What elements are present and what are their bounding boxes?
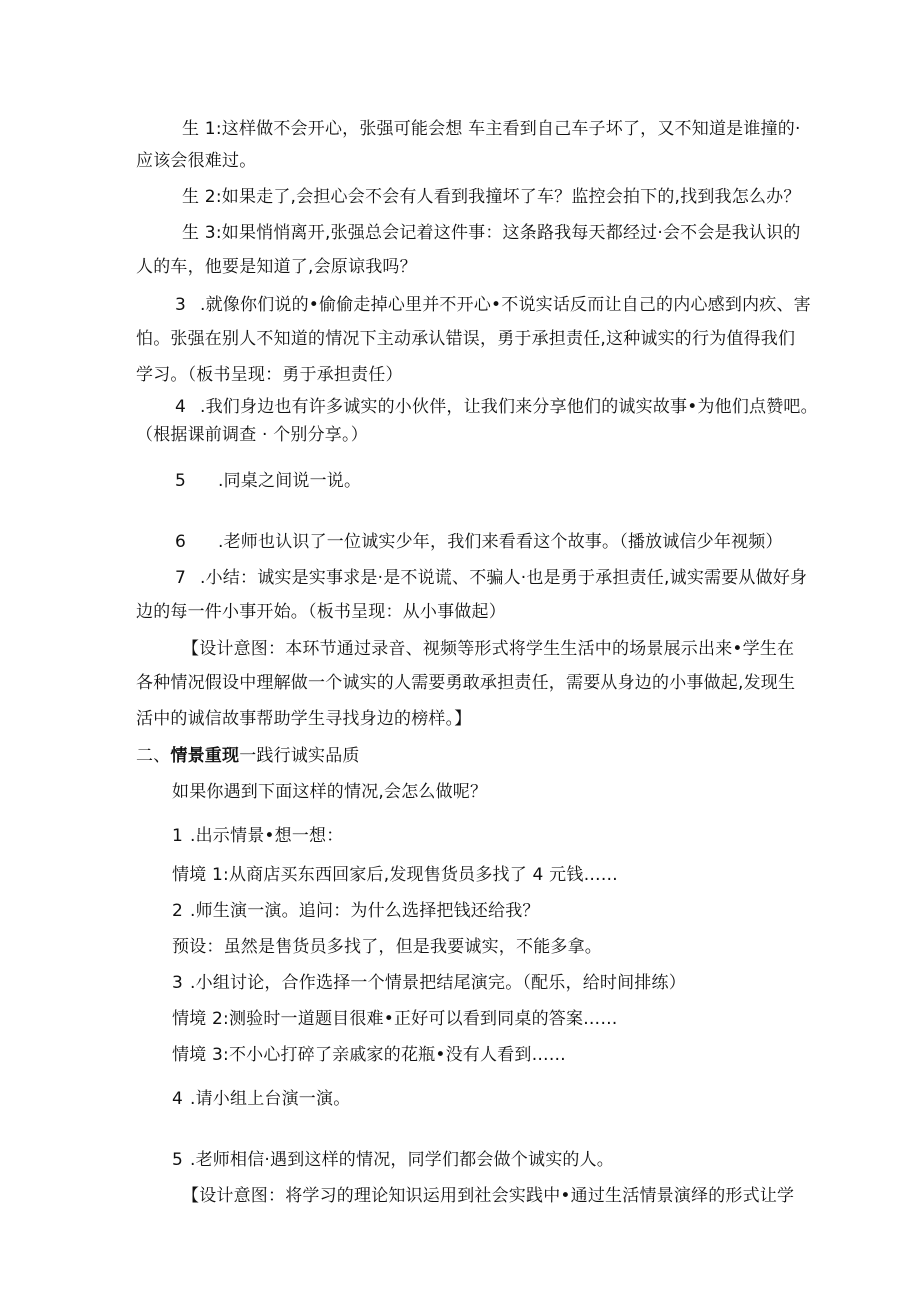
section2-heading [136,745,360,767]
item7-line2: 边的每一件小事开始。（板书呈现：从小事做起） [136,602,506,622]
s2-item3-text: .小组讨论，合作选择一个情景把结尾演完。（配乐，给时间排练） [190,973,686,993]
scenario-2: 情境 2:测验时一道题目很难•正好可以看到同桌的答案…… [172,1009,618,1029]
item3-line2: 怕。张强在别人不知道的情况下主动承认错误，勇于承担责任,这种诚实的行为值得我们 [136,329,796,349]
item7-number: 7 [175,568,187,588]
section2-intro: 如果你遇到下面这样的情况,会怎么做呢？ [172,782,488,802]
design-intent-1-line3: 活中的诚信故事帮助学生寻找身边的榜样。】 [136,709,472,729]
item4-line1: .我们身边也有许多诚实的小伙伴，让我们来分享他们的诚实故事•为他们点赞吧。 [200,397,818,417]
student3-line1: 生 3:如果悄悄离开,张强总会记着这件事：这条路我每天都经过·会不会是我认识的 [182,223,801,243]
item6-number: 6 [175,532,187,552]
s2-item5-text: .老师相信·遇到这样的情况，同学们都会做个诚实的人。 [190,1150,615,1170]
s2-item4-number: 4 [172,1089,184,1109]
s2-item2-text: .师生演一演。追问：为什么选择把钱还给我？ [190,901,540,921]
scenario-1: 情境 1:从商店买东西回家后,发现售货员多找了 4 元钱…… [172,865,618,885]
student1-line2: 应该会很难过。 [136,151,257,171]
student1-line1: 生 1:这样做不会开心，张强可能会想 车主看到自己车子坏了，又不知道是谁撞的· [182,119,801,139]
s2-item3-number: 3 [172,973,184,993]
design-intent-2-line1: 【设计意图：将学习的理论知识运用到社会实践中•通过生活情景演绎的形式让学 [182,1186,795,1206]
s2-item1-number: 1 [172,826,184,846]
item4-number: 4 [175,397,187,417]
s2-item1-text: .出示情景•想一想： [190,826,344,846]
s2-item2-number: 2 [172,901,184,921]
section2-prefix: 二、 [136,746,171,766]
item4-line2: （根据课前调查 · 个别分享。） [136,425,368,445]
student3-line2: 人的车，他要是知道了,会原谅我吗？ [136,257,417,277]
item3-line3: 学习。（板书呈现：勇于承担责任） [136,365,403,385]
item6-text: .老师也认识了一位诚实少年，我们来看看这个故事。（播放诚信少年视频） [218,532,783,552]
section2-subtitle: 一践行诚实品质 [239,746,360,766]
s2-item4-text: .请小组上台演一演。 [190,1089,351,1109]
item3-number: 3 [175,295,187,315]
section2-title: 情景重现 [170,746,240,766]
item7-line1: .小结：诚实是实事求是·是不说谎、不骗人·也是勇于承担责任,诚实需要从做好身 [200,568,808,588]
s2-item5-number: 5 [172,1150,184,1170]
design-intent-1-line2: 各种情况假设中理解做一个诚实的人需要勇敢承担责任，需要从身边的小事做起,发现生 [136,673,796,693]
design-intent-1-line1: 【设计意图：本环节通过录音、视频等形式将学生生活中的场景展示出来•学生在 [182,639,795,659]
preset-answer: 预设：虽然是售货员多找了，但是我要诚实，不能多拿。 [172,937,602,957]
item3-line1: .就像你们说的•偷偷走掉心里并不开心•不说实话反而让自己的内心感到内疚、害 [200,295,811,315]
item5-number: 5 [175,471,187,491]
item5-text: .同桌之间说一说。 [218,471,362,491]
student2-line1: 生 2:如果走了,会担心会不会有人看到我撞坏了车？监控会拍下的,找到我怎么办？ [182,187,801,207]
scenario-3: 情境 3:不小心打碎了亲戚家的花瓶•没有人看到…… [172,1045,566,1065]
